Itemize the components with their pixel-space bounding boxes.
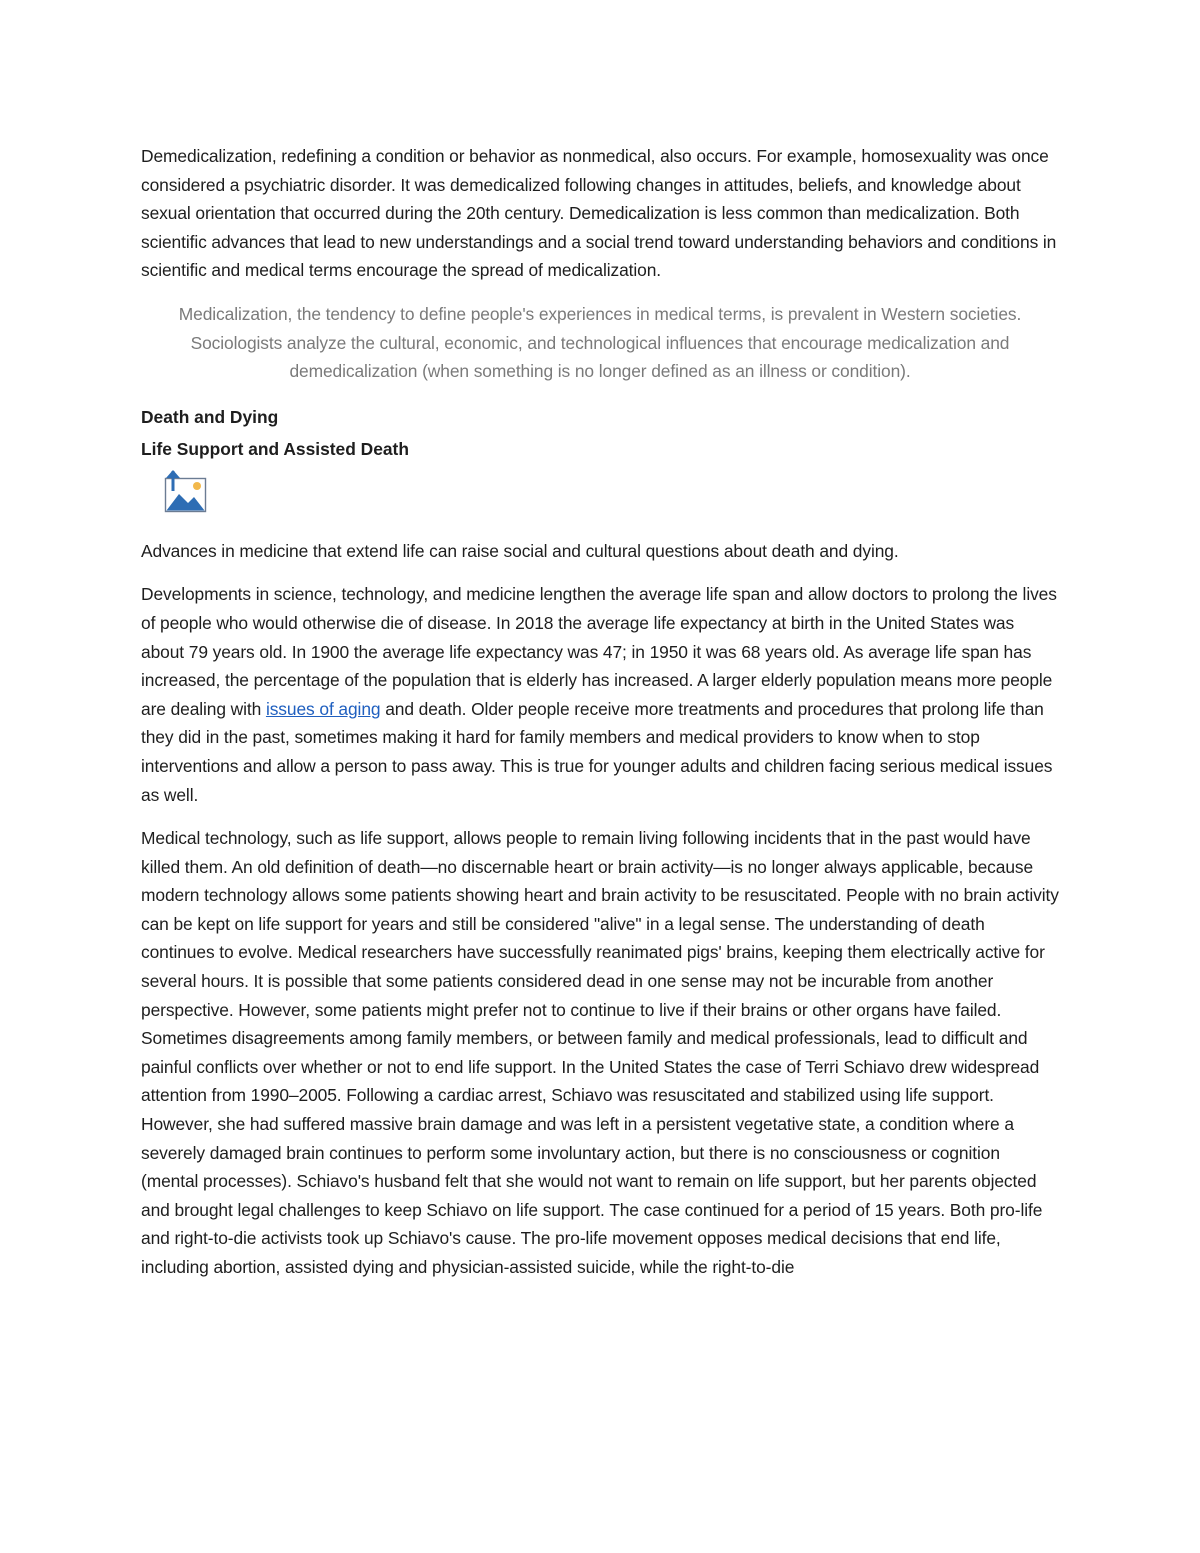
developments-text-before-link: Developments in science, technology, and medicine lengthen the average life span and allow doctors to prolong the lives of people who would otherwise die of disease. In 2018 the average life expectancy at birth in the United States was about 79 years old. In 1900 the average life expectancy was 47; in 1950 it was 68 years old. As average life span has increased, the percentage of the population that is elderly has increased. A larger elderly population means more people are dealing with	[141, 584, 1057, 719]
issues-of-aging-link[interactable]: issues of aging	[265, 698, 381, 719]
paragraph-developments	[141, 580, 1059, 809]
document-page	[141, 142, 1059, 1282]
paragraph-demedicalization: Demedicalization, redefining a condition or behavior as nonmedical, also occurs. For example, homosexuality was once considered a psychiatric disorder. It was demedicalized following changes in attitudes, beliefs, and knowledge about sexual orientation that occurred during the 20th century. Demedicalization is less common than medicalization. Both scientific advances that lead to new understandings and a social trend toward understanding behaviors and conditions in scientific and medical terms encourage the spread of medicalization.	[141, 146, 1057, 281]
paragraph-medical-technology: Medical technology, such as life support, allows people to remain living following incidents that in the past would have killed them. An old definition of death—no discernable heart or brain activity—is no longer always applicable, because modern technology allows some patients showing heart and brain activity to be resuscitated. People with no brain activity can be kept on life support for years and still be considered "alive" in a legal sense. The understanding of death continues to evolve. Medical researchers have successfully reanimated pigs' brains, keeping them electrically active for several hours. It is possible that some patients considered dead in one sense may not be incurable from another perspective. However, some patients might prefer not to continue to live if their brains or other organs have failed. Sometimes disagreements among family members, or between family and medical professionals, lead to difficult and painful conflicts over whether or not to end life support. In the United States the case of Terri Schiavo drew widespread attention from 1990–2005. Following a cardiac arrest, Schiavo was resuscitated and stabilized using life support. However, she had suffered massive brain damage and was left in a persistent vegetative state, a condition where a severely damaged brain continues to perform some involuntary action, but there is no consciousness or cognition (mental processes). Schiavo's husband felt that she would not want to remain on life support, but her parents objected and brought legal challenges to keep Schiavo on life support. The case continued for a period of 15 years. Both pro-life and right-to-die activists took up Schiavo's cause. The pro-life movement opposes medical decisions that end life, including abortion, assisted dying and physician-assisted suicide, while the right-to-die	[141, 828, 1059, 1277]
image-placeholder-icon	[162, 469, 210, 515]
subsection-heading-life-support: Life Support and Assisted Death	[141, 438, 409, 459]
summary-callout: Medicalization, the tendency to define people's experiences in medical terms, is prevalent in Western societies. Sociologists analyze the cultural, economic, and technological influences that encourage medicalization and demedicalization (when something is no longer defined as an illness or condition).	[178, 303, 1022, 382]
developments-text-after-link: and death. Older people receive more treatments and procedures that prolong life than they did in the past, sometimes making it hard for family members and medical providers to know when to stop interventions and allow a person to pass away. This is true for younger adults and children facing serious medical issues as well.	[141, 698, 1053, 805]
section-heading-death-and-dying: Death and Dying	[141, 406, 279, 427]
paragraph-advances: Advances in medicine that extend life can raise social and cultural questions about death and dying.	[141, 540, 899, 561]
